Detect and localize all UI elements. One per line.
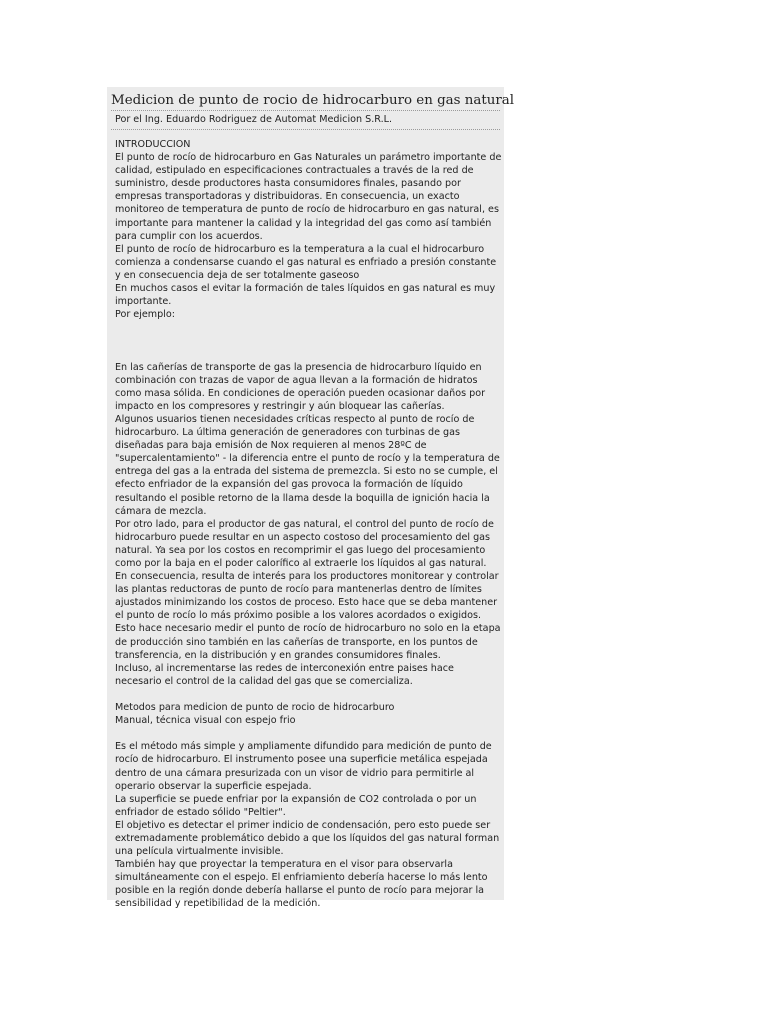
- body-line: entrega del gas a la entrada del sistema de premezcla. Si esto no se cumple, el: [115, 466, 498, 478]
- body-line: transferencia, en la distribución y en grandes consumidores finales.: [115, 649, 441, 661]
- body-line: operario observar la superficie espejada.: [115, 780, 312, 792]
- body-line: efecto enfriador de la expansión del gas provoca la formación de líquido: [115, 479, 463, 491]
- body-line: combinación con trazas de vapor de agua llevan a la formación de hidratos: [115, 374, 478, 386]
- body-line: como masa sólida. En condiciones de operación pueden ocasionar daños por: [115, 387, 486, 399]
- body-line: hidrocarburo. La última generación de generadores con turbinas de gas: [115, 427, 461, 439]
- document-title: Medicion de punto de rocio de hidrocarburo en gas natural: [111, 92, 500, 111]
- body-line: Incluso, al incrementarse las redes de interconexión entre paises hace: [115, 662, 454, 674]
- body-line: sensibilidad y repetibilidad de la medición.: [115, 898, 321, 910]
- body-line: dentro de una cámara presurizada con un visor de vidrio para permitirle al: [115, 767, 475, 779]
- body-line: La superficie se puede enfriar por la expansión de CO2 controlada o por un: [115, 793, 477, 805]
- body-line: las plantas reductoras de punto de rocío para mantenerlas dentro de límites: [115, 584, 482, 596]
- body-line: extremadamente problemático debido a que los líquidos del gas natural forman: [115, 832, 500, 844]
- blank-line: [115, 334, 500, 347]
- body-line: simultáneamente con el espejo. El enfriamiento debería hacerse lo más lento: [115, 872, 488, 884]
- body-line: como por la baja en el poder calorífico al extraerle los líquidos al gas natural.: [115, 558, 487, 569]
- body-line: importante para mantener la calidad y la integridad del gas como así también: [115, 217, 492, 229]
- body-line: Algunos usuarios tienen necesidades críticas respecto al punto de rocío de: [115, 413, 475, 425]
- body-line: Esto hace necesario medir el punto de rocío de hidrocarburo no solo en la etapa: [115, 623, 501, 635]
- body-line: natural. Ya sea por los costos en recomprimir el gas luego del procesamiento: [115, 544, 486, 556]
- blank-line: [115, 348, 500, 361]
- body-line: posible en la región donde debería hallarse el punto de rocío para mejorar la: [115, 885, 485, 897]
- body-line: En muchos casos el evitar la formación de tales líquidos en gas natural es muy: [115, 283, 496, 295]
- body-line: Por otro lado, para el productor de gas natural, el control del punto de rocío de: [115, 518, 494, 530]
- body-line: "supercalentamiento" - la diferencia entre el punto de rocío y la temperatura de: [115, 453, 500, 465]
- body-line: Metodos para medicion de punto de rocio de hidrocarburo: [115, 702, 395, 714]
- body-line: suministro, desde productores hasta consumidores finales, pasando por: [115, 178, 461, 190]
- body-line: El punto de rocío de hidrocarburo es la temperatura a la cual el hidrocarburo: [115, 243, 485, 255]
- body-line: resultando el posible retorno de la llama desde la boquilla de ignición hacia la: [115, 492, 490, 504]
- blank-line: [115, 321, 500, 334]
- body-line: El objetivo es detectar el primer indicio de condensación, pero esto puede ser: [115, 819, 491, 831]
- body-line: para cumplir con los acuerdos.: [115, 230, 263, 242]
- body-line: rocío de hidrocarburo. El instrumento posee una superficie metálica espejada: [115, 754, 488, 766]
- body-line: el punto de rocío lo más próximo posible a los valores acordados o exigidos.: [115, 610, 482, 622]
- body-line: impacto en los compresores y restringir y aún bloquear las cañerías.: [115, 400, 445, 412]
- blank-line: [115, 688, 500, 701]
- document-body: [111, 130, 500, 911]
- body-line: Manual, técnica visual con espejo frio: [115, 715, 296, 727]
- body-line: En consecuencia, resulta de interés para los productores monitorear y controlar: [115, 571, 499, 583]
- body-line: ajustados minimizando los costos de proceso. Esto hace que se deba mantener: [115, 597, 498, 609]
- blank-line: [115, 727, 500, 740]
- body-line: comienza a condensarse cuando el gas natural es enfriado a presión constante: [115, 256, 497, 268]
- body-line: cámara de mezcla.: [115, 505, 207, 517]
- body-line: El punto de rocío de hidrocarburo en Gas Naturales un parámetro importante de: [115, 152, 502, 164]
- body-line: monitoreo de temperatura de punto de rocío de hidrocarburo en gas natural, es: [115, 204, 499, 216]
- body-line: También hay que proyectar la temperatura en el visor para observarla: [115, 859, 453, 871]
- body-line: Por ejemplo:: [115, 309, 175, 321]
- body-line: hidrocarburo puede resultar en un aspecto costoso del procesamiento del gas: [115, 531, 491, 543]
- body-line: INTRODUCCION: [115, 139, 191, 150]
- body-line: de producción sino también en las cañerías de transporte, en los puntos de: [115, 636, 478, 648]
- body-line: diseñadas para baja emisión de Nox requieren al menos 28ºC de: [115, 440, 427, 452]
- body-line: calidad, estipulado en especificaciones contractuales a través de la red de: [115, 165, 474, 177]
- body-line: enfriador de estado sólido "Peltier".: [115, 806, 286, 818]
- body-line: una película virtualmente invisible.: [115, 846, 284, 858]
- body-line: empresas transportadoras y distribuidoras. En consecuencia, un exacto: [115, 191, 460, 203]
- body-line: y en consecuencia deja de ser totalmente gaseoso: [115, 269, 360, 281]
- body-line: Es el método más simple y ampliamente difundido para medición de punto de: [115, 741, 492, 753]
- body-line: En las cañerías de transporte de gas la presencia de hidrocarburo líquido en: [115, 361, 482, 373]
- article-panel: [107, 87, 515, 910]
- document-byline: Por el Ing. Eduardo Rodriguez de Automat Medicion S.R.L.: [111, 111, 500, 130]
- body-line: necesario el control de la calidad del gas que se comercializa.: [115, 675, 413, 687]
- body-line: importante.: [115, 296, 172, 308]
